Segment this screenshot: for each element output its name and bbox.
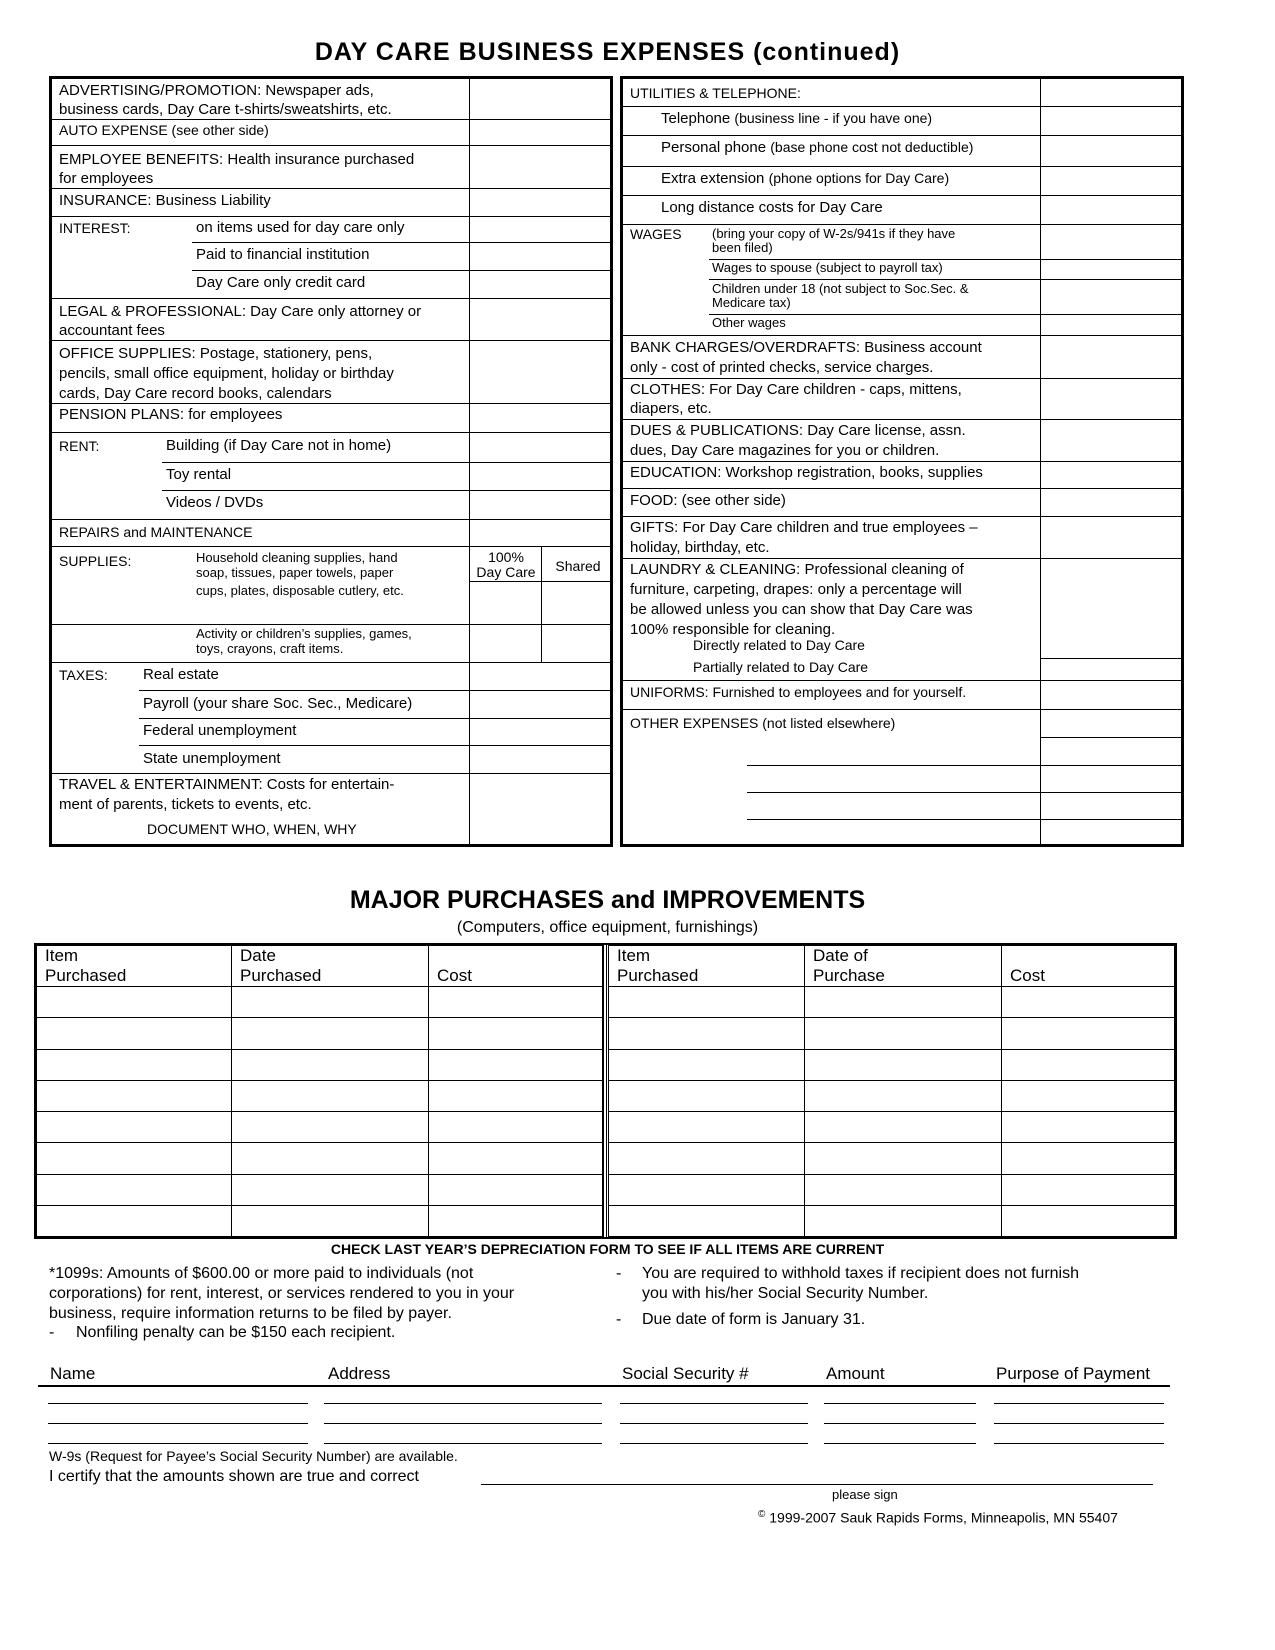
payee-header-name: Name: [50, 1364, 96, 1383]
right-expense-box: [620, 76, 1184, 847]
laundry-line2: furniture, carpeting, drapes: only a percentage will: [630, 581, 962, 598]
wages-children-line2: Medicare tax): [712, 295, 791, 310]
education-label: EDUCATION: Workshop registration, books, supplies: [630, 464, 983, 481]
bank-line2: only - cost of printed checks, service charges.: [630, 359, 934, 376]
depreciation-check-note: CHECK LAST YEAR’S DEPRECIATION FORM TO SEE IF ALL ITEMS ARE CURRENT: [330, 1241, 885, 1257]
note-penalty: Nonfiling penalty can be $150 each recipient.: [76, 1324, 396, 1341]
extra-extension-label: Extra extension (phone options for Day Care): [661, 170, 950, 187]
taxes-item-4: State unemployment: [143, 750, 281, 767]
payee-header-purpose: Purpose of Payment: [996, 1364, 1151, 1383]
legal-line1: LEGAL & PROFESSIONAL: Day Care only attorney or: [59, 303, 422, 320]
copyright: © 1999-2007 Sauk Rapids Forms, Minneapolis, MN 55407: [758, 1509, 1118, 1526]
note-1099-line3: business, require information returns to be filed by payer.: [49, 1305, 452, 1322]
laundry-direct: Directly related to Day Care: [693, 637, 865, 653]
note-due-date: Due date of form is January 31.: [642, 1311, 866, 1328]
supplies-household-line2: soap, tissues, paper towels, paper: [196, 565, 394, 580]
major-purchases-table: [34, 943, 1177, 1239]
employee-benefits-line1: EMPLOYEE BENEFITS: Health insurance purchased: [59, 151, 415, 168]
supplies-shared-label: Shared: [555, 558, 601, 574]
travel-note: DOCUMENT WHO, WHEN, WHY: [147, 821, 357, 837]
interest-label: INTEREST:: [59, 220, 131, 236]
supplies-activity-line2: toys, crayons, craft items.: [196, 641, 344, 656]
taxes-label: TAXES:: [59, 667, 108, 683]
taxes-item-1: Real estate: [143, 666, 219, 683]
laundry-line1: LAUNDRY & CLEANING: Professional cleaning of: [630, 561, 964, 578]
major-purchases-left: [36, 945, 603, 1237]
long-distance-label: Long distance costs for Day Care: [661, 199, 883, 216]
wages-note-line2: been filed): [712, 240, 773, 255]
note-withhold-line2: you with his/her Social Security Number.: [642, 1285, 929, 1302]
food-label: FOOD: (see other side): [630, 492, 786, 509]
note-dash-1: -: [49, 1324, 55, 1341]
employee-benefits-line2: for employees: [59, 170, 154, 187]
major-purchases-right: [608, 945, 1175, 1237]
taxes-item-2: Payroll (your share Soc. Sec., Medicare): [143, 695, 413, 712]
page-title: DAY CARE BUSINESS EXPENSES (continued): [314, 38, 901, 66]
interest-item-3: Day Care only credit card: [196, 274, 366, 291]
wages-label: WAGES: [630, 226, 682, 242]
other-expenses-label: OTHER EXPENSES (not listed elsewhere): [630, 715, 896, 731]
supplies-activity-line1: Activity or children’s supplies, games,: [196, 626, 412, 641]
laundry-line3: be allowed unless you can show that Day Care was: [630, 601, 973, 618]
utilities-label: UTILITIES & TELEPHONE:: [630, 85, 801, 101]
left-expense-box: [49, 76, 613, 847]
wages-children-line1: Children under 18 (not subject to Soc.Sec. &: [712, 281, 969, 296]
header-item-purchased: Item Purchased: [37, 946, 232, 987]
advertising-line2: business cards, Day Care t-shirts/sweatshirts, etc.: [59, 101, 392, 118]
uniforms-label: UNIFORMS: Furnished to employees and for yourself.: [630, 684, 967, 700]
interest-item-1: on items used for day care only: [196, 219, 405, 236]
gifts-line1: GIFTS: For Day Care children and true employees –: [630, 519, 978, 536]
laundry-partial: Partially related to Day Care: [693, 659, 869, 675]
w9-note: W-9s (Request for Payee’s Social Security Number) are available.: [49, 1448, 458, 1464]
supplies-label: SUPPLIES:: [59, 553, 132, 569]
dues-line1: DUES & PUBLICATIONS: Day Care license, assn.: [630, 422, 966, 439]
dues-line2: dues, Day Care magazines for you or children.: [630, 442, 940, 459]
signature-line[interactable]: [481, 1484, 1153, 1485]
supplies-household-line1: Household cleaning supplies, hand: [196, 550, 398, 565]
interest-item-2: Paid to financial institution: [196, 246, 370, 263]
clothes-line2: diapers, etc.: [630, 400, 712, 417]
supplies-100-label-2: Day Care: [476, 564, 536, 580]
payee-header-address: Address: [328, 1364, 391, 1383]
travel-line2: ment of parents, tickets to events, etc.: [59, 796, 312, 813]
taxes-item-3: Federal unemployment: [143, 722, 297, 739]
note-withhold-line1: You are required to withhold taxes if recipient does not furnish: [642, 1265, 1080, 1282]
wages-note-line1: (bring your copy of W-2s/941s if they have: [712, 226, 956, 241]
clothes-line1: CLOTHES: For Day Care children - caps, mittens,: [630, 381, 962, 398]
header-date-of-purchase: Date of Purchase: [805, 946, 1002, 987]
office-supplies-line1: OFFICE SUPPLIES: Postage, stationery, pens,: [59, 345, 373, 362]
major-purchases-subtitle: (Computers, office equipment, furnishings): [456, 919, 759, 936]
office-supplies-line2: pencils, small office equipment, holiday or birthday: [59, 365, 394, 382]
note-1099-line1: *1099s: Amounts of $600.00 or more paid to individuals (not: [49, 1265, 474, 1282]
payee-header-amount: Amount: [826, 1364, 885, 1383]
office-supplies-line3: cards, Day Care record books, calendars: [59, 385, 332, 402]
header-cost: Cost: [429, 946, 603, 987]
legal-line2: accountant fees: [59, 322, 165, 339]
please-sign-label: please sign: [832, 1487, 898, 1502]
major-purchases-title: MAJOR PURCHASES and IMPROVEMENTS: [349, 886, 866, 914]
pension-label: PENSION PLANS: for employees: [59, 406, 283, 423]
payee-header-ssn: Social Security #: [622, 1364, 749, 1383]
repairs-label: REPAIRS and MAINTENANCE: [59, 524, 253, 540]
note-dash-3: -: [616, 1311, 622, 1328]
advertising-line1: ADVERTISING/PROMOTION: Newspaper ads,: [59, 82, 374, 99]
auto-expense-label: AUTO EXPENSE (see other side): [59, 122, 269, 138]
header-cost-2: Cost: [1002, 946, 1175, 987]
header-date-purchased: Date Purchased: [232, 946, 429, 987]
insurance-label: INSURANCE: Business Liability: [59, 192, 271, 209]
certify-label: I certify that the amounts shown are true and correct: [49, 1468, 419, 1485]
bank-line1: BANK CHARGES/OVERDRAFTS: Business account: [630, 339, 982, 356]
header-item-purchased-2: Item Purchased: [609, 946, 805, 987]
telephone-label: Telephone (business line - if you have one): [661, 110, 933, 127]
rent-item-3: Videos / DVDs: [166, 494, 264, 511]
rent-label: RENT:: [59, 438, 100, 454]
supplies-household-line3: cups, plates, disposable cutlery, etc.: [196, 583, 404, 598]
laundry-line4: 100% responsible for cleaning.: [630, 621, 836, 638]
wages-other: Other wages: [712, 315, 786, 330]
note-1099-line2: corporations) for rent, interest, or services rendered to you in your: [49, 1285, 515, 1302]
gifts-line2: holiday, birthday, etc.: [630, 539, 770, 556]
note-dash-2: -: [616, 1265, 622, 1282]
travel-line1: TRAVEL & ENTERTAINMENT: Costs for entertain-: [59, 776, 395, 793]
wages-spouse: Wages to spouse (subject to payroll tax): [712, 260, 943, 275]
rent-item-2: Toy rental: [166, 466, 232, 483]
personal-phone-label: Personal phone (base phone cost not deductible): [661, 139, 974, 156]
supplies-100-label-1: 100%: [488, 549, 524, 565]
rent-item-1: Building (if Day Care not in home): [166, 437, 392, 454]
